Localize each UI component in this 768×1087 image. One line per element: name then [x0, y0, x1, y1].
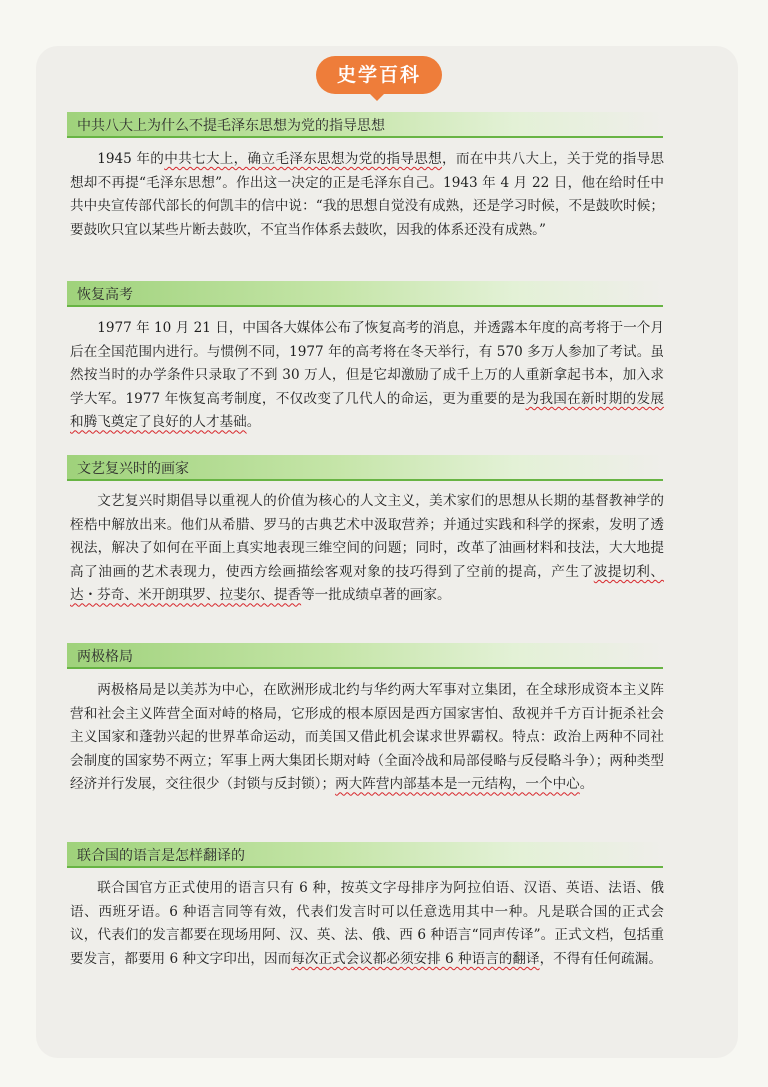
section-heading-resume-exam	[67, 281, 663, 307]
wavy-underlined-text: 中共七大上，确立毛泽东思想为党的指导思想	[164, 151, 443, 167]
wavy-underlined-text: 为我国在新时期的发展和腾飞奠定了良好的人才基础	[70, 390, 665, 431]
section-heading-bipolar-pattern	[67, 643, 663, 669]
section-heading-ccp-eighth-congress	[67, 112, 663, 138]
text-run: 两极格局是以美苏为中心，在欧洲形成北约与华约两大军事对立集团，在全球形成资本主义阵营和社会主义阵营全面对峙的格局，它形成的根本原因是西方国家害怕、敌视并千方百计扼杀社会主义国家和蓬勃兴起的世界革命运动，而美国又借此机会谋求世界霸权。特点：政治上两种不同社会制度的国家势不两立；军事上两大集团长期对峙（全面冷战和局部侵略与反侵略斗争）；两种类型经济并行发展，交往很少（封锁与反封锁）；	[70, 682, 664, 793]
text-run: 联合国官方正式使用的语言只有 6 种，按英文字母排序为阿拉伯语、汉语、英语、法语、俄语、西班牙语。6 种语言同等有效，代表们发言时可以任意选用其中一种。凡是联合国的正式会议，代表们的发言都要在现场用阿、汉、英、法、俄、西 6 种语言“同声传译”。正式文档，包括重要发言，都要用 6 种文字印出，因而	[70, 880, 664, 967]
section-paragraph-bipolar-pattern	[70, 679, 664, 797]
text-run: 文艺复兴时期倡导以重视人的价值为核心的人文主义，美术家们的思想从长期的基督教神学的桎梏中解放出来。他们从希腊、罗马的古典艺术中汲取营养；并通过实践和科学的探索，发明了透视法，解决了如何在平面上真实地表现三维空间的问题；同时，改革了油画材料和技法，大大地提高了油画的艺术表现力，使西方绘画描绘客观对象的技巧得到了空前的提高，产生了	[70, 493, 664, 580]
wavy-underlined-text: 每次正式会议都必须安排 6 种语言的翻译	[291, 950, 540, 967]
section-heading-text: 文艺复兴时的画家	[77, 461, 189, 477]
section-heading-text: 中共八大上为什么不提毛泽东思想为党的指导思想	[77, 118, 385, 134]
text-run: 1977 年 10 月 21 日，中国各大媒体公布了恢复高考的消息，并透露本年度的高考将于一个月后在全国范围内进行。与惯例不同，1977 年的高考将在冬天举行，有 570 多万人参加了考试。虽然按当时的办学条件只录取了不到 30 万人，但是它却激励了成千上万的人重新拿起书本，加入求学大军。1977 年恢复高考制度，不仅改变了几代人的命运，更为重要的是	[70, 320, 664, 407]
banner-pointer	[369, 93, 385, 101]
text-run: 。	[579, 776, 594, 793]
banner-title: 史学百科	[316, 56, 442, 94]
wavy-underlined-text: 波提切利、达・芬奇、米开朗琪罗、拉斐尔、提香	[70, 563, 664, 604]
text-run: 1945 年的	[97, 151, 165, 167]
section-heading-text: 两极格局	[77, 649, 133, 665]
text-run: ，而在中共八大上，关于党的指导思想却不再提“毛泽东思想”。作出这一决定的正是毛泽东自己。1943 年 4 月 22 日，他在给时任中共中央宣传部代部长的何凯丰的信中说：“我的思想自觉没有成熟，还是学习时候，不是鼓吹时候；要鼓吹只宜以某些片断去鼓吹，不宜当作体系去鼓吹，因我的体系还没有成熟。”	[70, 151, 665, 238]
section-paragraph-resume-exam	[70, 317, 664, 435]
section-paragraph-ccp-eighth-congress	[70, 148, 664, 242]
section-heading-text: 联合国的语言是怎样翻译的	[77, 848, 245, 864]
text-run: 。	[246, 414, 261, 431]
section-heading-un-languages	[67, 842, 663, 868]
section-paragraph-renaissance-painters	[70, 490, 664, 608]
section-heading-text: 恢复高考	[77, 287, 133, 303]
wavy-underlined-text: 两大阵营内部基本是一元结构，一个中心	[335, 776, 580, 793]
section-heading-renaissance-painters	[67, 455, 663, 481]
text-run: 等一批成绩卓著的画家。	[301, 587, 451, 604]
text-run: ，不得有任何疏漏。	[539, 950, 662, 967]
section-paragraph-un-languages	[70, 877, 664, 971]
